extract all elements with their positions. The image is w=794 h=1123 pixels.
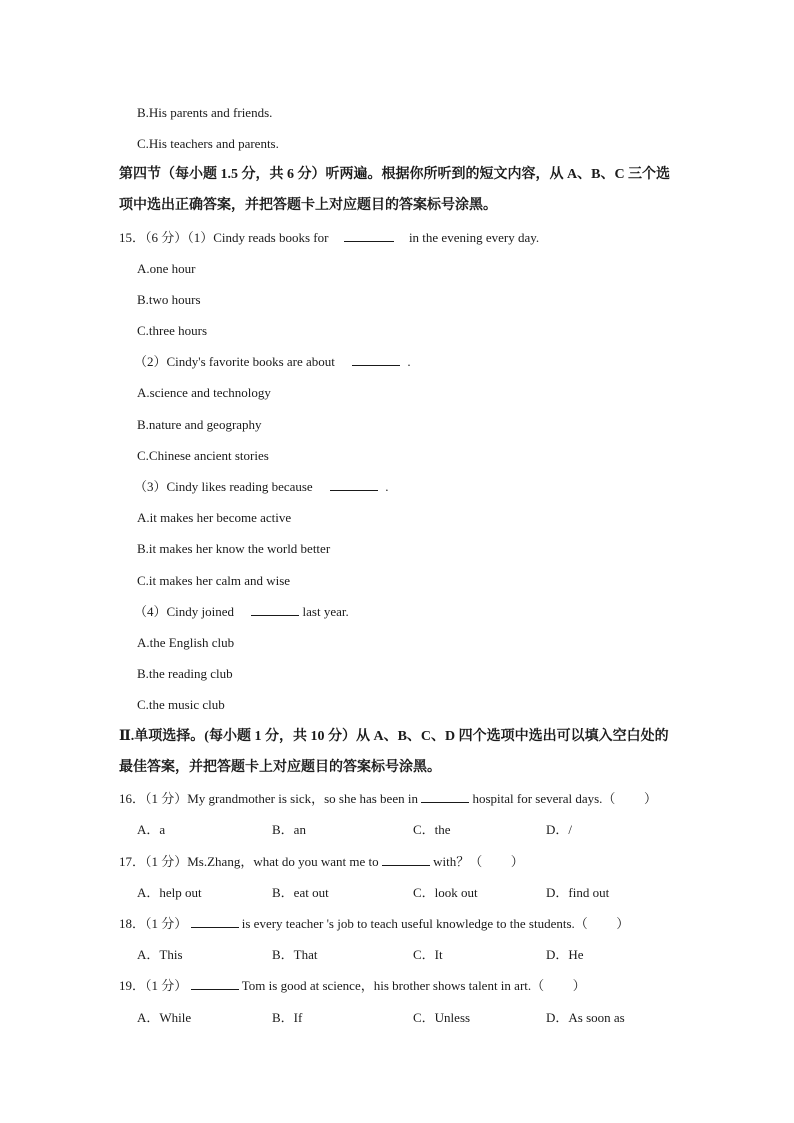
q19-option-a: A．While bbox=[137, 1010, 192, 1025]
q17-stem bbox=[119, 853, 524, 871]
q18-post: is every teacher 's job to teach useful knowledge to the students.（ bbox=[241, 916, 588, 931]
answer-blank bbox=[344, 229, 394, 242]
answer-blank bbox=[251, 603, 299, 616]
q18-option-a: A．This bbox=[137, 947, 183, 962]
section2-instruction-line2: 最佳答案，并把答题卡上对应题目的答案标号涂黑。 bbox=[119, 760, 441, 775]
q16-stem bbox=[119, 790, 657, 808]
q14-option-c: C.His teachers and parents. bbox=[137, 136, 279, 151]
q15-part3-option-a: A.it makes her become active bbox=[137, 510, 292, 525]
q18-option-b: B．That bbox=[272, 947, 318, 962]
q15-part3-pre: （3）Cindy likes reading because bbox=[134, 479, 313, 494]
q15-part1-option-b: B.two hours bbox=[137, 292, 201, 307]
q16-option-c: C．the bbox=[413, 822, 451, 837]
q17-post: with？（ bbox=[433, 854, 483, 869]
q17-option-a: A．help out bbox=[137, 885, 202, 900]
q15-part2-option-b: B.nature and geography bbox=[137, 417, 262, 432]
q15-part3-post: . bbox=[385, 479, 389, 494]
q19-pre: 19．（1 分） bbox=[119, 978, 188, 993]
q17-option-b: B．eat out bbox=[272, 885, 329, 900]
section4-instruction-line1: 第四节（每小题 1.5 分，共 6 分）听两遍。根据你所听到的短文内容，从 A、B、C 三个选 bbox=[119, 167, 671, 182]
answer-blank bbox=[352, 353, 400, 366]
q15-part1-option-c: C.three hours bbox=[137, 323, 208, 338]
q15-part1-post: in the evening every day. bbox=[408, 230, 540, 245]
q15-part4-pre: （4）Cindy joined bbox=[134, 604, 235, 619]
q15-part1-stem bbox=[119, 229, 539, 247]
answer-blank bbox=[382, 853, 430, 866]
q15-part4-stem bbox=[134, 603, 349, 621]
q15-part2-stem bbox=[134, 353, 411, 371]
q14-option-b: B.His parents and friends. bbox=[137, 105, 273, 120]
q15-part3-option-b: B.it makes her know the world better bbox=[137, 541, 331, 556]
q18-option-c: C．It bbox=[413, 947, 443, 962]
q15-part2-option-a: A.science and technology bbox=[137, 385, 271, 400]
q19-option-d: D．As soon as bbox=[546, 1010, 625, 1025]
q17-close: ） bbox=[510, 854, 524, 869]
answer-blank bbox=[191, 977, 239, 990]
q19-option-b: B．If bbox=[272, 1010, 303, 1025]
q15-part3-stem bbox=[134, 478, 388, 496]
q15-part1-option-a: A.one hour bbox=[137, 261, 196, 276]
q15-part2-pre: （2）Cindy's favorite books are about bbox=[134, 354, 335, 369]
q15-part4-option-a: A.the English club bbox=[137, 635, 235, 650]
q18-option-d: D．He bbox=[546, 947, 584, 962]
q16-option-a: A．a bbox=[137, 822, 166, 837]
answer-blank bbox=[330, 478, 378, 491]
q18-stem bbox=[119, 915, 629, 933]
answer-blank bbox=[421, 790, 469, 803]
q16-option-b: B．an bbox=[272, 822, 306, 837]
q15-part4-post: last year. bbox=[302, 604, 349, 619]
q17-option-c: C．look out bbox=[413, 885, 478, 900]
q15-part2-option-c: C.Chinese ancient stories bbox=[137, 448, 269, 463]
q15-part2-post: . bbox=[407, 354, 411, 369]
q19-stem bbox=[119, 977, 586, 995]
answer-blank bbox=[191, 915, 239, 928]
section2-instruction-line1: Ⅱ.单项选择。(每小题 1 分，共 10 分）从 A、B、C、D 四个选项中选出可以填入空白处的 bbox=[119, 729, 669, 744]
q16-post: hospital for several days.（ bbox=[472, 791, 616, 806]
q15-part4-option-c: C.the music club bbox=[137, 697, 225, 712]
q19-post: Tom is good at science，his brother shows talent in art.（ bbox=[241, 978, 545, 993]
q18-pre: 18．（1 分） bbox=[119, 916, 188, 931]
q16-pre: 16．（1 分）My grandmother is sick，so she has been in bbox=[119, 791, 418, 806]
q15-part3-option-c: C.it makes her calm and wise bbox=[137, 573, 291, 588]
q18-close: ） bbox=[616, 916, 630, 931]
q16-option-d: D．/ bbox=[546, 822, 573, 837]
q15-part4-option-b: B.the reading club bbox=[137, 666, 233, 681]
q19-close: ） bbox=[572, 978, 586, 993]
section4-instruction-line2: 项中选出正确答案，并把答题卡上对应题目的答案标号涂黑。 bbox=[119, 198, 497, 213]
q17-pre: 17．（1 分）Ms.Zhang，what do you want me to bbox=[119, 854, 379, 869]
q15-part1-pre: 15．（6 分）（1）Cindy reads books for bbox=[119, 230, 329, 245]
q17-option-d: D．find out bbox=[546, 885, 610, 900]
q19-option-c: C．Unless bbox=[413, 1010, 471, 1025]
q16-close: ） bbox=[643, 791, 657, 806]
